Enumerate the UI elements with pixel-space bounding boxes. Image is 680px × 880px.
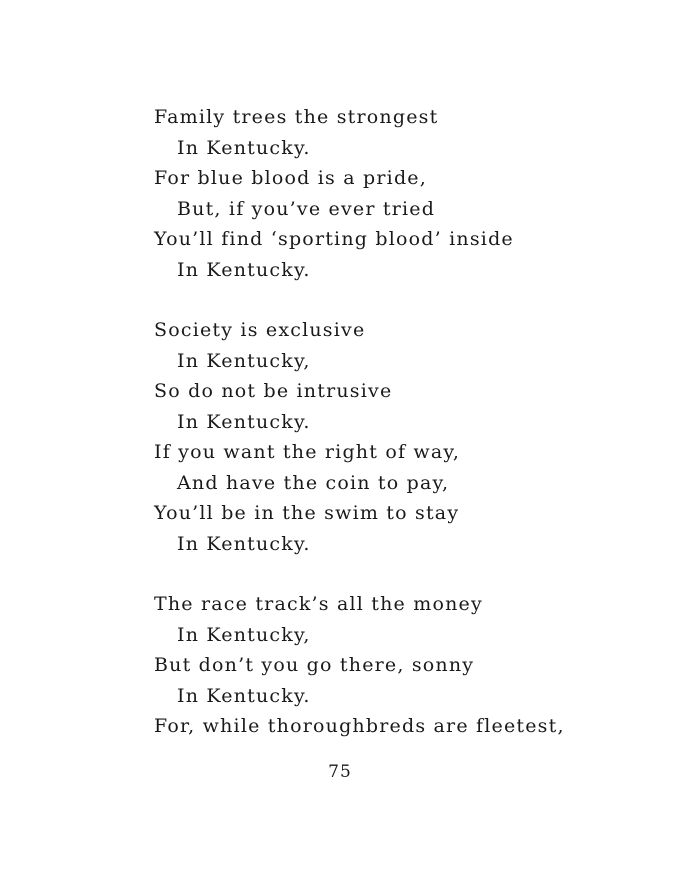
poem-line: For, while thoroughbreds are fleetest, xyxy=(154,715,565,737)
poem-line: So do not be intrusive xyxy=(154,380,393,402)
poem-line: But don’t you go there, sonny xyxy=(154,654,475,676)
poem-line: In Kentucky. xyxy=(177,684,311,707)
poem-line: In Kentucky, xyxy=(177,623,311,646)
poem-line: Family trees the strongest xyxy=(154,106,439,128)
poem-line: In Kentucky. xyxy=(177,136,311,159)
poem-line: You’ll be in the swim to stay xyxy=(154,502,460,524)
stanza xyxy=(154,315,614,559)
poem-line: In Kentucky. xyxy=(177,410,311,433)
poem-text xyxy=(154,102,614,772)
poem-line: You’ll find ‘sporting blood’ inside xyxy=(154,228,514,250)
poem-line: In Kentucky. xyxy=(177,532,311,555)
poem-line: But, if you’ve ever tried xyxy=(177,197,436,220)
stanza xyxy=(154,102,614,285)
poem-line: If you want the right of way, xyxy=(154,441,461,463)
poem-line: For blue blood is a pride, xyxy=(154,167,427,189)
poem-line: In Kentucky, xyxy=(177,349,311,372)
poem-line: And have the coin to pay, xyxy=(177,471,450,494)
poem-line: In Kentucky. xyxy=(177,258,311,281)
stanza xyxy=(154,589,614,742)
poem-line: The race track’s all the money xyxy=(154,593,483,615)
poem-line: Society is exclusive xyxy=(154,319,366,341)
page-number: 75 xyxy=(328,762,352,782)
